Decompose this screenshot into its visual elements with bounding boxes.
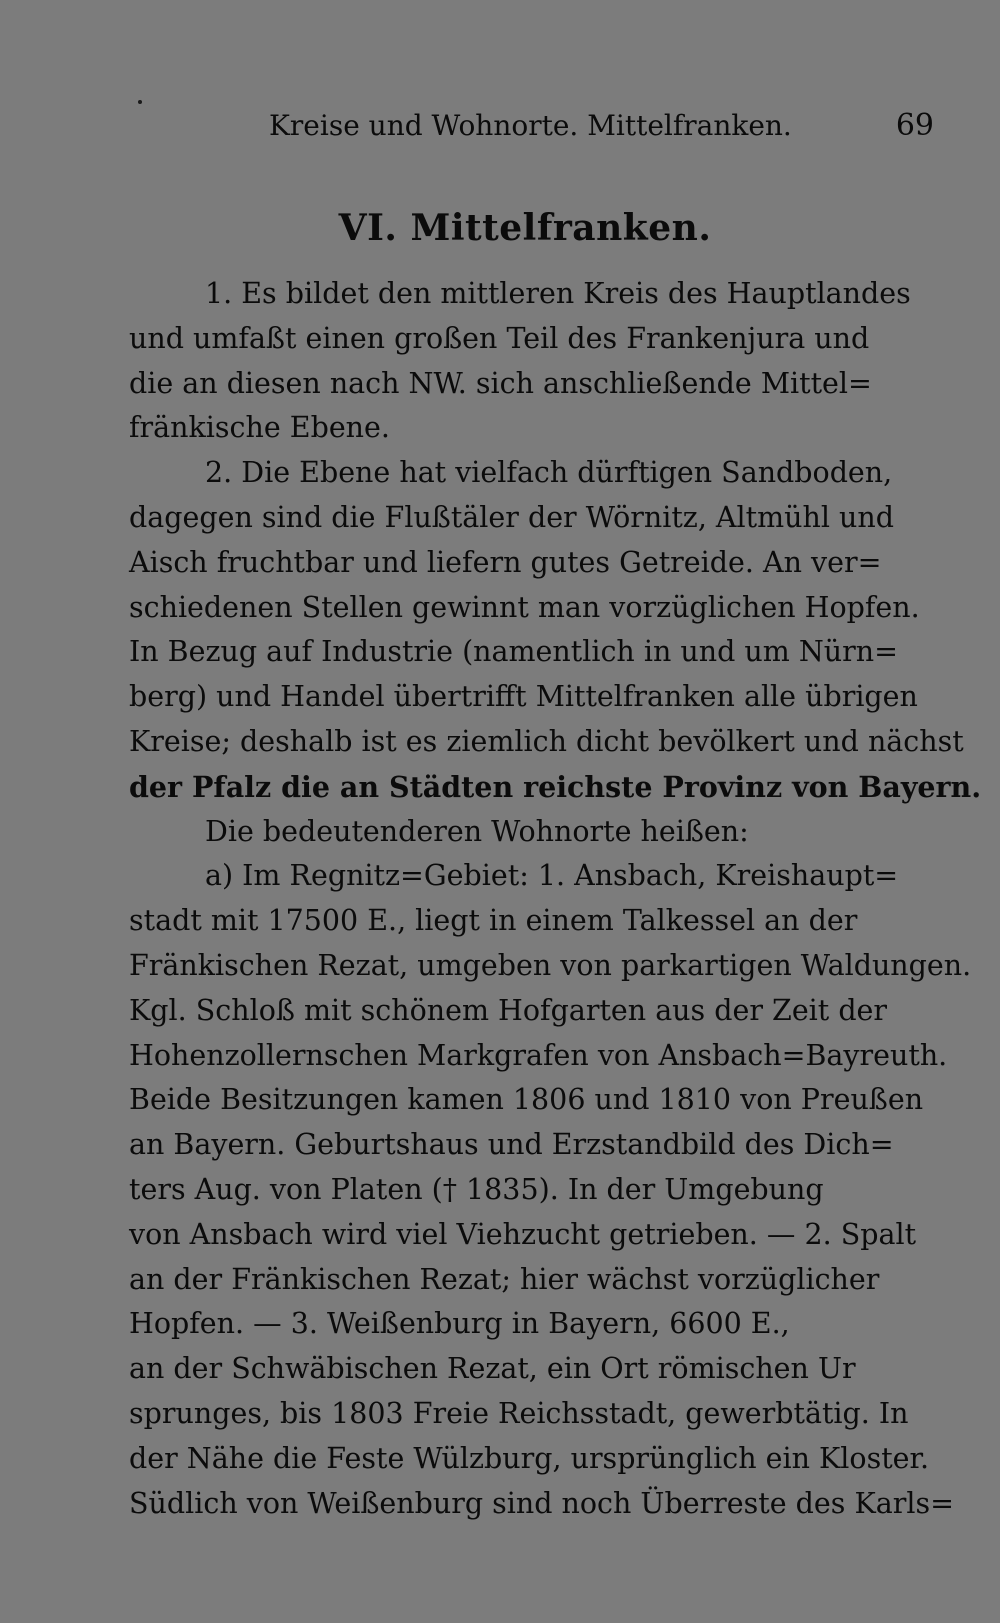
text-line: der Nähe die Feste Wülzburg, ursprünglich ein Kloster. [129,1441,930,1475]
text-line: 1. Es bildet den mittleren Kreis des Hauptlandes [205,277,911,310]
text-line: die an diesen nach NW. sich anschließende Mittel= [129,366,872,400]
text-line: sprunges, bis 1803 Freie Reichsstadt, gewerbtätig. In [129,1396,909,1430]
page-header [130,108,934,158]
text-line: dagegen sind die Flußtäler der Wörnitz, Altmühl und [129,500,894,534]
text-line: der Pfalz die an Städten reichste Provinz von Bayern. [129,769,982,804]
text-line: schiedenen Stellen gewinnt man vorzüglichen Hopfen. [129,590,920,624]
section-title: VI. Mittelfranken. [338,207,712,249]
text-line: Kreise; deshalb ist es ziemlich dicht bevölkert und nächst [129,724,964,758]
text-line: berg) und Handel übertrifft Mittelfranken alle übrigen [129,680,918,714]
text-line: Die bedeutenderen Wohnorte heißen: [205,814,749,848]
text-line: an Bayern. Geburtshaus und Erzstandbild des Dich= [129,1128,894,1162]
text-line: Hohenzollernschen Markgrafen von Ansbach=Bayreuth. [129,1038,948,1072]
body-text [129,272,982,1526]
print-speck [138,100,142,104]
text-line: von Ansbach wird viel Viehzucht getrieben. — 2. Spalt [129,1217,917,1251]
page-number: 69 [895,108,934,143]
text-line: ters Aug. von Platen († 1835). In der Umgebung [129,1172,824,1206]
text-line: 2. Die Ebene hat vielfach dürftigen Sandboden, [205,456,893,490]
text-line: Fränkischen Rezat, umgeben von parkartigen Waldungen. [129,948,972,982]
text-line: und umfaßt einen großen Teil des Frankenjura und [129,321,870,355]
text-line: Beide Besitzungen kamen 1806 und 1810 von Preußen [129,1083,924,1117]
text-line: fränkische Ebene. [129,411,390,445]
text-line: In Bezug auf Industrie (namentlich in und um Nürn= [129,635,898,669]
text-line: a) Im Regnitz=Gebiet: 1. Ansbach, Kreishaupt= [205,859,899,893]
text-line: stadt mit 17500 E., liegt in einem Talkessel an der [129,904,858,938]
text-line: Aisch fruchtbar und liefern gutes Getreide. An ver= [129,545,882,579]
text-line: Kgl. Schloß mit schönem Hofgarten aus der Zeit der [129,993,888,1027]
text-line: an der Fränkischen Rezat; hier wächst vorzüglicher [129,1262,880,1296]
text-line: Südlich von Weißenburg sind noch Überreste des Karls= [129,1486,954,1520]
running-head: Kreise und Wohnorte. Mittelfranken. [269,109,792,142]
text-line: an der Schwäbischen Rezat, ein Ort römischen Ur [129,1352,856,1386]
text-line: Hopfen. — 3. Weißenburg in Bayern, 6600 E., [129,1307,790,1341]
